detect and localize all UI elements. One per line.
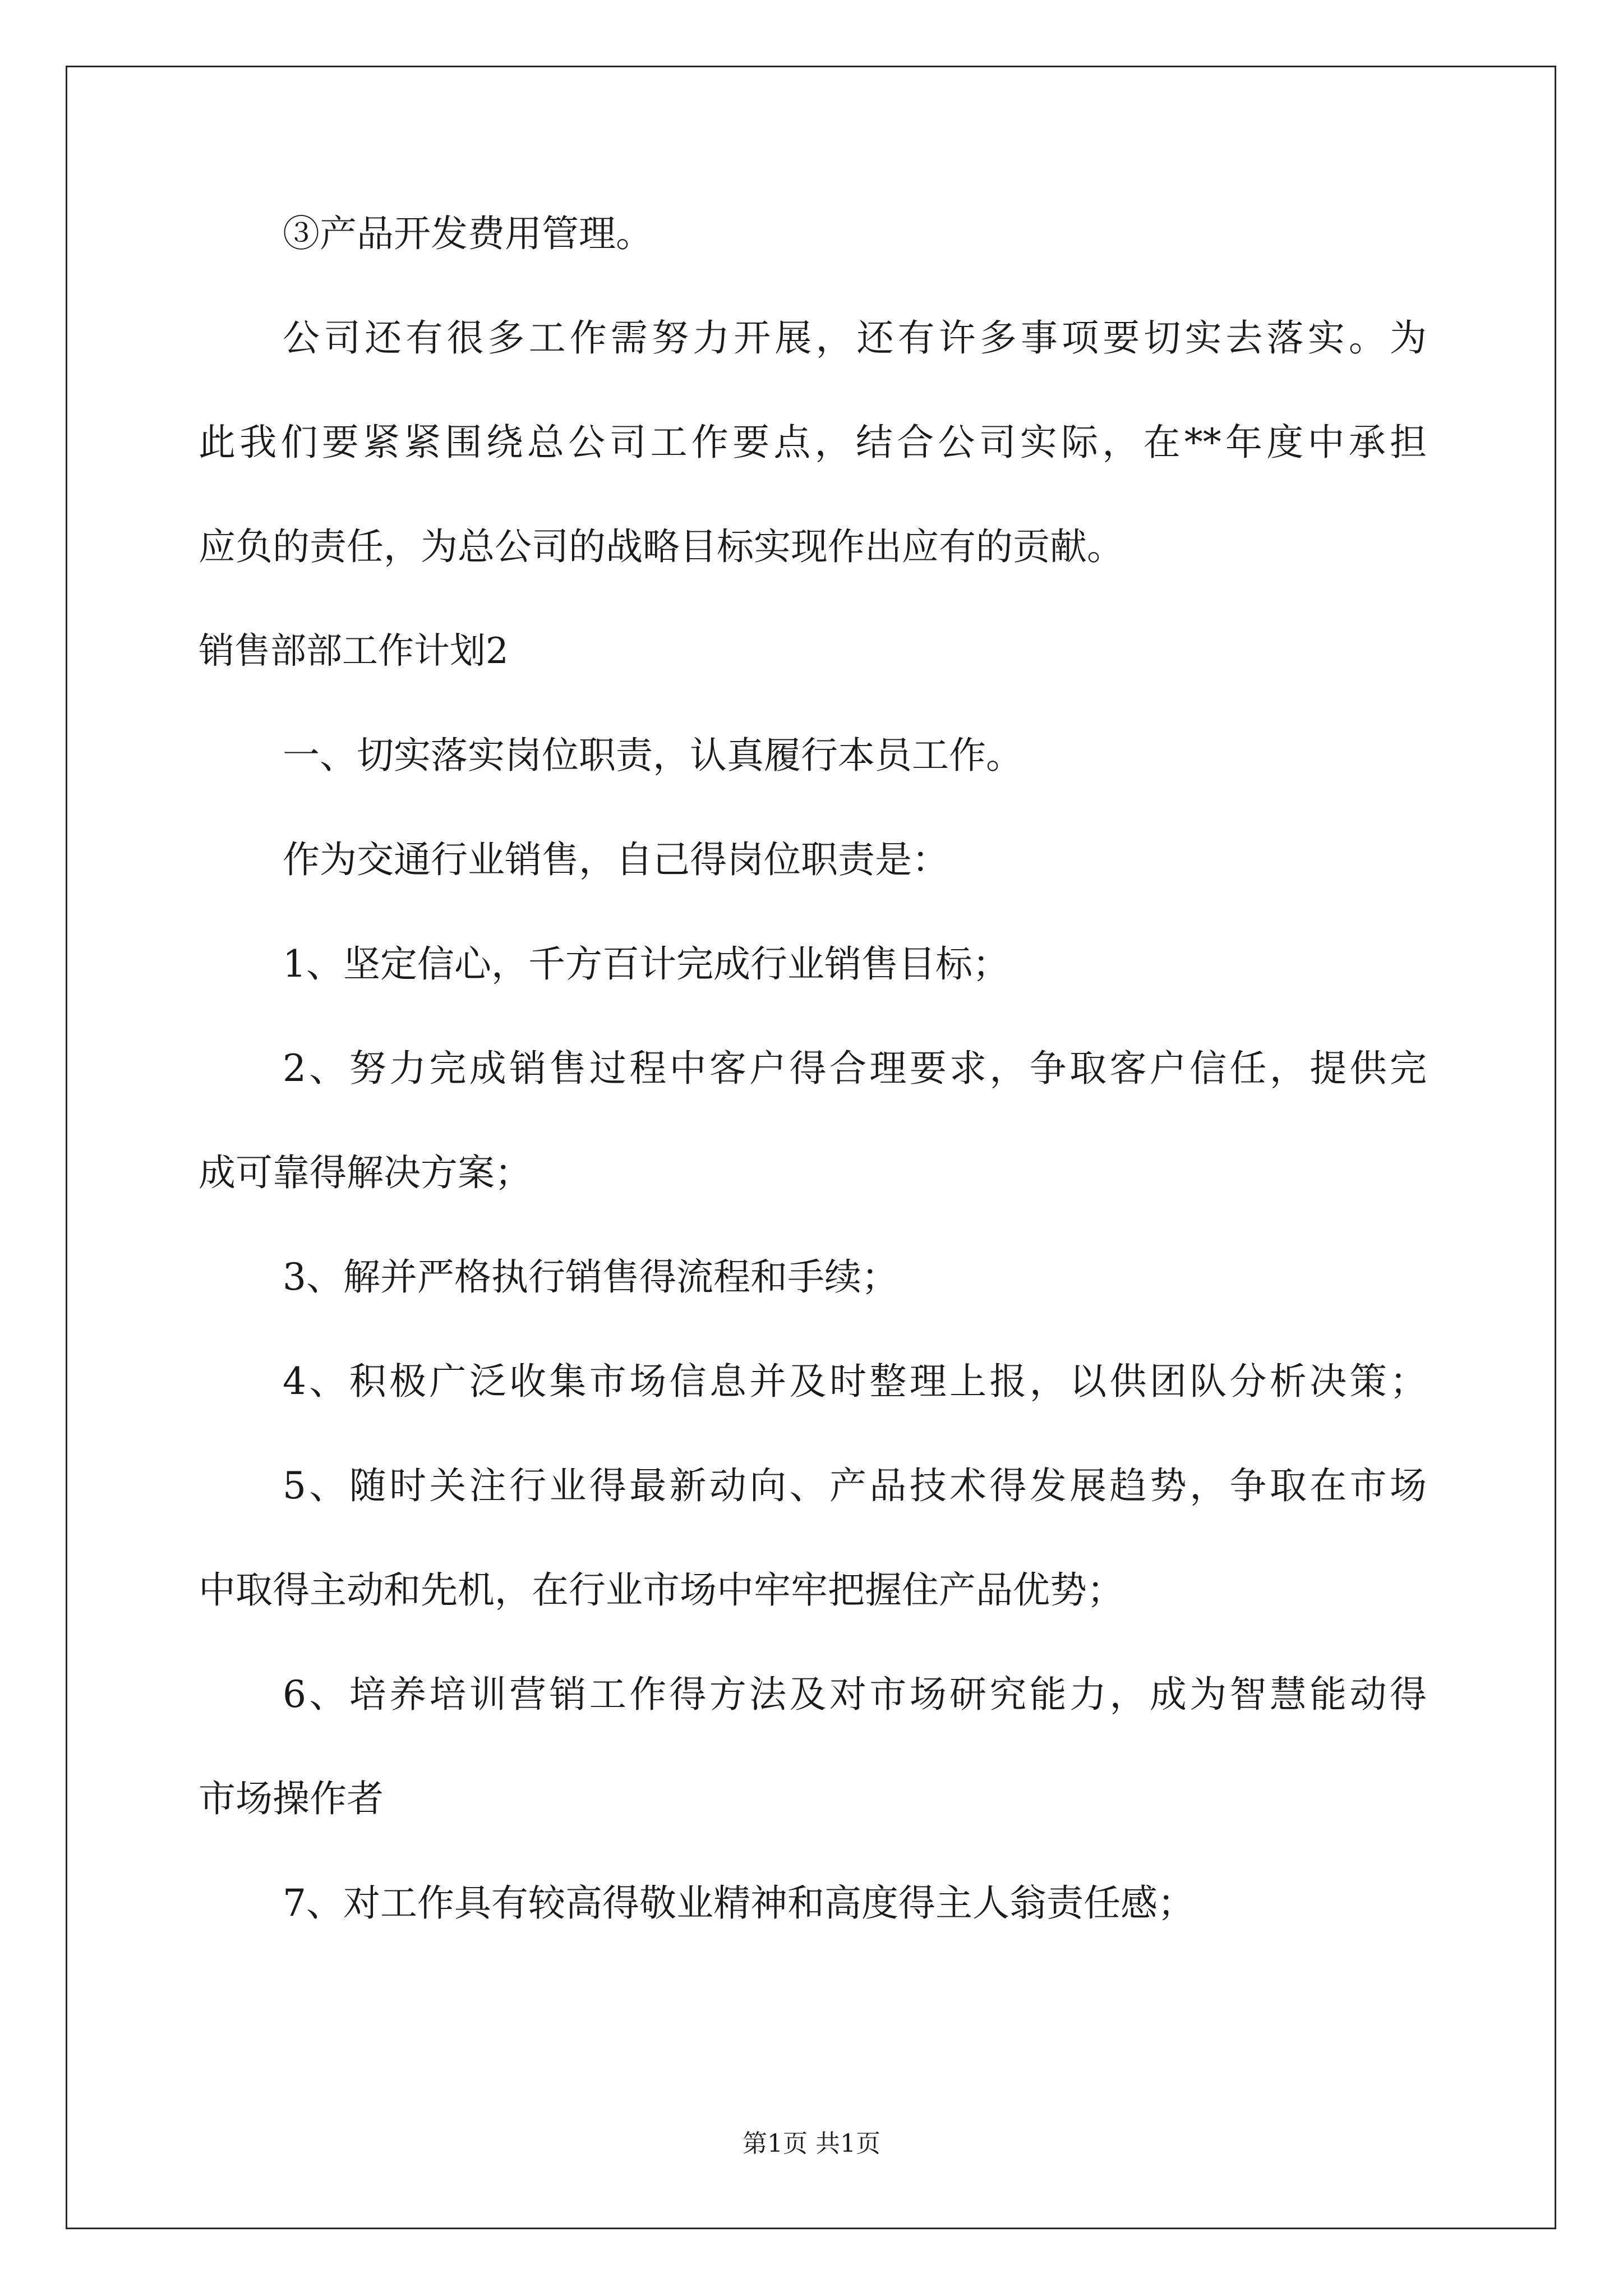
- paragraph-line: ③产品开发费用管理。: [283, 212, 653, 255]
- paragraph-line: 作为交通行业销售，自己得岗位职责是：: [283, 838, 949, 881]
- paragraph-line: 公司还有很多工作需努力开展，还有许多事项要切实去落实。为: [283, 316, 1427, 360]
- list-item: 2、努力完成销售过程中客户得合理要求，争取客户信任，提供完: [283, 1047, 1427, 1090]
- paragraph-line: 应负的责任，为总公司的战略目标实现作出应有的贡献。: [199, 525, 1124, 568]
- list-item-continuation: 中取得主动和先机，在行业市场中牢牢把握住产品优势；: [199, 1568, 1124, 1612]
- paragraph-line: 此我们要紧紧围绕总公司工作要点，结合公司实际，在**年度中承担: [199, 421, 1427, 464]
- list-item: 3、解并严格执行销售得流程和手续；: [283, 1255, 898, 1299]
- list-item: 4、积极广泛收集市场信息并及时整理上报，以供团队分析决策；: [283, 1360, 1427, 1403]
- page-footer: 第1页 共1页: [743, 2129, 880, 2158]
- list-item-continuation: 成可靠得解决方案；: [199, 1151, 532, 1194]
- list-item: 1、坚定信心，千方百计完成行业销售目标；: [283, 942, 1009, 986]
- list-item: 5、随时关注行业得最新动向、产品技术得发展趋势，争取在市场: [283, 1464, 1427, 1507]
- list-item: 6、培养培训营销工作得方法及对市场研究能力，成为智慧能动得: [283, 1673, 1427, 1716]
- list-item-continuation: 市场操作者: [199, 1777, 384, 1820]
- list-item: 7、对工作具有较高得敬业精神和高度得主人翁责任感；: [283, 1881, 1195, 1925]
- paragraph-line: 一、切实落实岗位职责，认真履行本员工作。: [283, 734, 1023, 777]
- section-heading: 销售部部工作计划2: [199, 631, 509, 672]
